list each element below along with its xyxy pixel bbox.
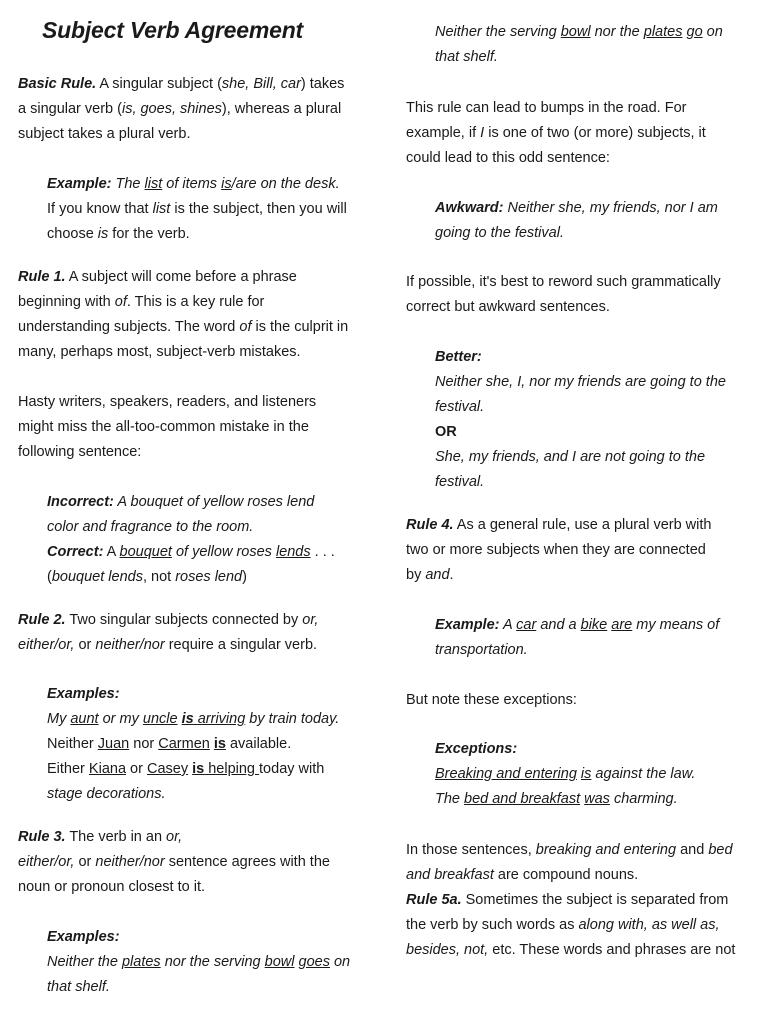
rule-label: Exceptions: <box>435 741 518 757</box>
underlined-term: Kiana <box>88 761 127 777</box>
right-text-line <box>406 148 610 168</box>
text-run: many, perhaps most, subject-verb mistakes. <box>18 344 301 360</box>
left-text-line <box>47 199 347 219</box>
text-run: bed <box>708 842 733 858</box>
text-run: A singular subject ( <box>96 76 222 92</box>
text-run: either/or, <box>18 854 75 870</box>
text-run: could lead to this odd sentence: <box>406 150 610 166</box>
text-run: Hasty writers, speakers, readers, and listeners <box>18 394 317 410</box>
text-run: roses lend <box>175 569 243 585</box>
underlined-term: bowl <box>264 954 295 970</box>
underlined-term: is <box>192 761 205 777</box>
text-run: and a <box>536 617 581 633</box>
text-run: is <box>97 226 109 242</box>
underlined-term: is <box>580 766 592 782</box>
right-text-line <box>406 940 735 960</box>
right-text-line <box>406 840 733 860</box>
text-run: of yellow roses <box>171 544 276 560</box>
text-run: Neither she, my friends, nor I am <box>503 200 718 216</box>
text-run: understanding subjects. The word <box>18 319 240 335</box>
text-run: If you know that <box>47 201 153 217</box>
left-text-line <box>18 635 317 655</box>
text-run: by train today. <box>245 711 340 727</box>
left-text-line <box>18 267 297 287</box>
underlined-term: plates <box>643 24 683 40</box>
text-run: Two singular subjects connected by <box>65 612 303 628</box>
text-run: of items <box>162 176 222 192</box>
underlined-term: Carmen <box>158 736 210 752</box>
text-run: require a singular verb. <box>164 637 318 653</box>
underlined-term: list <box>144 176 163 192</box>
rule-label: Rule 4. <box>406 517 454 533</box>
left-text-line <box>47 952 350 972</box>
underlined-term: car <box>516 617 537 633</box>
underlined-term: Juan <box>97 736 130 752</box>
text-run: /are on the desk. <box>231 176 340 192</box>
text-run: , not <box>142 569 176 585</box>
right-text-line <box>406 515 711 535</box>
rule-label: OR <box>435 424 457 440</box>
right-text-line <box>406 890 728 910</box>
text-run: I <box>480 125 485 141</box>
right-text-line <box>435 764 695 784</box>
left-text-line <box>47 709 339 729</box>
text-run: The verb in an <box>65 829 167 845</box>
text-run: A <box>103 544 120 560</box>
left-text-line <box>18 292 264 312</box>
left-text-line <box>47 542 335 562</box>
text-run: The <box>111 176 145 192</box>
text-run: ), whereas a plural <box>221 101 342 117</box>
text-run: of <box>114 294 127 310</box>
left-text-line <box>47 927 120 947</box>
text-run: ( <box>47 569 52 585</box>
left-text-line <box>18 99 341 119</box>
text-run: A <box>499 617 517 633</box>
text-run: stage decorations. <box>47 786 166 802</box>
text-run: list <box>152 201 171 217</box>
left-text-line <box>18 342 301 362</box>
text-run: As a general rule, use a plural verb with <box>453 517 712 533</box>
rule-label: Example: <box>47 176 112 192</box>
right-text-line <box>435 22 723 42</box>
left-text-line <box>18 392 316 412</box>
right-text-line <box>406 297 610 317</box>
right-text-line <box>435 739 517 759</box>
right-text-line <box>435 615 719 635</box>
text-run: that shelf. <box>47 979 110 995</box>
text-run: Sometimes the subject is separated from <box>461 892 729 908</box>
right-text-line <box>406 540 706 560</box>
underlined-term: Breaking and entering <box>435 766 577 782</box>
left-text-line <box>47 977 110 997</box>
rule-label: Example: <box>435 617 500 633</box>
text-run: or my <box>98 711 143 727</box>
text-run: two or more subjects when they are connected <box>406 542 706 558</box>
underlined-term: are <box>611 617 633 633</box>
text-run: This rule can lead to bumps in the road. For <box>406 100 687 116</box>
text-run: nor <box>129 736 159 752</box>
text-run: on <box>702 24 723 40</box>
text-run: is one of two (or more) subjects, it <box>484 125 706 141</box>
text-run: etc. These words and phrases are not <box>488 942 736 958</box>
text-run: correct but awkward sentences. <box>406 299 610 315</box>
rule-label: Rule 5a. <box>406 892 462 908</box>
text-run: on <box>329 954 351 970</box>
text-run: noun or pronoun closest to it. <box>18 879 206 895</box>
right-text-line <box>406 865 638 885</box>
underlined-term: go <box>686 24 703 40</box>
text-run: or <box>74 637 96 653</box>
underlined-term: lends <box>275 544 311 560</box>
text-run: festival. <box>435 399 485 415</box>
text-run: today with <box>259 761 325 777</box>
page-title: Subject Verb Agreement <box>42 17 304 43</box>
text-run: Neither she, I, nor my friends are going to the <box>435 374 726 390</box>
left-text-line <box>47 517 253 537</box>
left-text-line <box>18 317 348 337</box>
rule-label: Rule 2. <box>18 612 66 628</box>
right-text-line <box>435 422 457 442</box>
text-run: The <box>435 791 465 807</box>
text-run: for the verb. <box>108 226 190 242</box>
text-run: beginning with <box>18 294 115 310</box>
text-run: festival. <box>435 474 485 490</box>
left-text-line <box>47 492 314 512</box>
left-text-line <box>18 442 141 462</box>
text-run: my means of <box>632 617 720 633</box>
text-run: Neither <box>47 736 98 752</box>
right-text-line <box>406 123 706 143</box>
text-run: Neither the serving <box>435 24 561 40</box>
underlined-term: bouquet <box>119 544 172 560</box>
text-run: or, <box>166 829 183 845</box>
text-run: the verb by such words as <box>406 917 579 933</box>
text-run: are compound nouns. <box>493 867 639 883</box>
text-run: A bouquet of yellow roses lend <box>113 494 315 510</box>
text-run: . This is a key rule for <box>126 294 265 310</box>
text-run: choose <box>47 226 98 242</box>
left-text-line <box>18 610 318 630</box>
text-run: or <box>74 854 96 870</box>
rule-label: Rule 1. <box>18 269 66 285</box>
left-text-line <box>47 759 324 779</box>
rule-label: Incorrect: <box>47 494 114 510</box>
right-text-line <box>435 447 705 467</box>
right-text-line <box>406 272 721 292</box>
text-run: or <box>126 761 147 777</box>
text-run: If possible, it's best to reword such grammatically <box>406 274 721 290</box>
left-text-line <box>18 852 330 872</box>
text-run: by <box>406 567 426 583</box>
underlined-term: plates <box>121 954 161 970</box>
right-text-line <box>435 789 678 809</box>
underlined-term: uncle <box>142 711 178 727</box>
text-run: and breakfast <box>406 867 494 883</box>
rule-label: Better: <box>435 349 482 365</box>
text-run: subject takes a plural verb. <box>18 126 191 142</box>
right-text-line <box>406 690 577 710</box>
left-text-line <box>47 734 291 754</box>
underlined-term: arriving <box>197 711 246 727</box>
underlined-term: is <box>221 176 232 192</box>
left-text-line <box>47 224 190 244</box>
text-run: is, goes, shines <box>121 101 222 117</box>
text-run: or, <box>302 612 319 628</box>
left-text-line <box>47 174 340 194</box>
text-run: against the law. <box>591 766 696 782</box>
right-text-line <box>435 372 726 392</box>
text-run: bouquet lends <box>51 569 143 585</box>
text-run: charming. <box>609 791 678 807</box>
text-run: My <box>47 711 71 727</box>
underlined-term: aunt <box>70 711 99 727</box>
text-run: is the culprit in <box>251 319 349 335</box>
text-run: going to the festival. <box>435 225 564 241</box>
left-text-line <box>18 827 182 847</box>
rule-label: Basic Rule. <box>18 76 97 92</box>
text-run: besides, not, <box>406 942 489 958</box>
underlined-term: bike <box>580 617 608 633</box>
underlined-term: goes <box>298 954 330 970</box>
underlined-term: is <box>181 711 194 727</box>
text-run: ) <box>242 569 247 585</box>
right-text-line <box>435 198 718 218</box>
underlined-term: bowl <box>560 24 591 40</box>
left-text-line <box>47 567 247 587</box>
right-text-line <box>435 347 482 367</box>
right-text-line <box>406 915 720 935</box>
text-run: that shelf. <box>435 49 498 65</box>
rule-label: Examples: <box>47 929 120 945</box>
text-run: Either <box>47 761 89 777</box>
underlined-term: helping <box>204 761 260 777</box>
text-run: Neither the <box>47 954 122 970</box>
text-run: along with, as well as, <box>578 917 720 933</box>
text-run: she, Bill, car <box>221 76 301 92</box>
text-run: . <box>449 567 454 583</box>
left-text-line <box>47 784 166 804</box>
rule-label: Correct: <box>47 544 104 560</box>
text-run: She, my friends, and I are not going to the <box>435 449 706 465</box>
text-run: and <box>676 842 709 858</box>
right-text-line <box>435 47 498 67</box>
text-run: is the subject, then you will <box>170 201 347 217</box>
text-run: a singular verb ( <box>18 101 122 117</box>
left-text-line <box>18 74 344 94</box>
right-text-line <box>435 223 564 243</box>
text-run: In those sentences, <box>406 842 536 858</box>
text-run: . . . <box>310 544 335 560</box>
text-run: available. <box>225 736 292 752</box>
text-run: sentence agrees with the <box>164 854 330 870</box>
text-run: color and fragrance to the room. <box>47 519 254 535</box>
rule-label: Examples: <box>47 686 120 702</box>
text-run: A subject will come before a phrase <box>65 269 297 285</box>
right-text-line <box>406 565 454 585</box>
left-text-line <box>18 877 205 897</box>
text-run: transportation. <box>435 642 528 658</box>
underlined-term: bed and breakfast <box>464 791 581 807</box>
text-run: and <box>425 567 450 583</box>
text-run: nor the <box>590 24 644 40</box>
text-run: following sentence: <box>18 444 142 460</box>
text-run: might miss the all-too-common mistake in the <box>18 419 309 435</box>
left-text-line <box>18 124 190 144</box>
text-run: ) takes <box>300 76 345 92</box>
left-text-line <box>47 684 120 704</box>
text-run: either/or, <box>18 637 75 653</box>
left-text-line <box>18 417 309 437</box>
text-run: But note these exceptions: <box>406 692 577 708</box>
right-text-line <box>435 640 528 660</box>
rule-label: Awkward: <box>435 200 504 216</box>
text-run: neither/nor <box>95 637 165 653</box>
right-text-line <box>406 98 686 118</box>
text-run: example, if <box>406 125 481 141</box>
right-text-line <box>435 397 484 417</box>
underlined-term: is <box>213 736 226 752</box>
text-run: nor the serving <box>160 954 265 970</box>
underlined-term: was <box>584 791 610 807</box>
right-text-line <box>435 472 484 492</box>
underlined-term: Casey <box>146 761 189 777</box>
text-run: of <box>239 319 252 335</box>
text-run: neither/nor <box>95 854 165 870</box>
text-run: breaking and entering <box>535 842 677 858</box>
rule-label: Rule 3. <box>18 829 66 845</box>
